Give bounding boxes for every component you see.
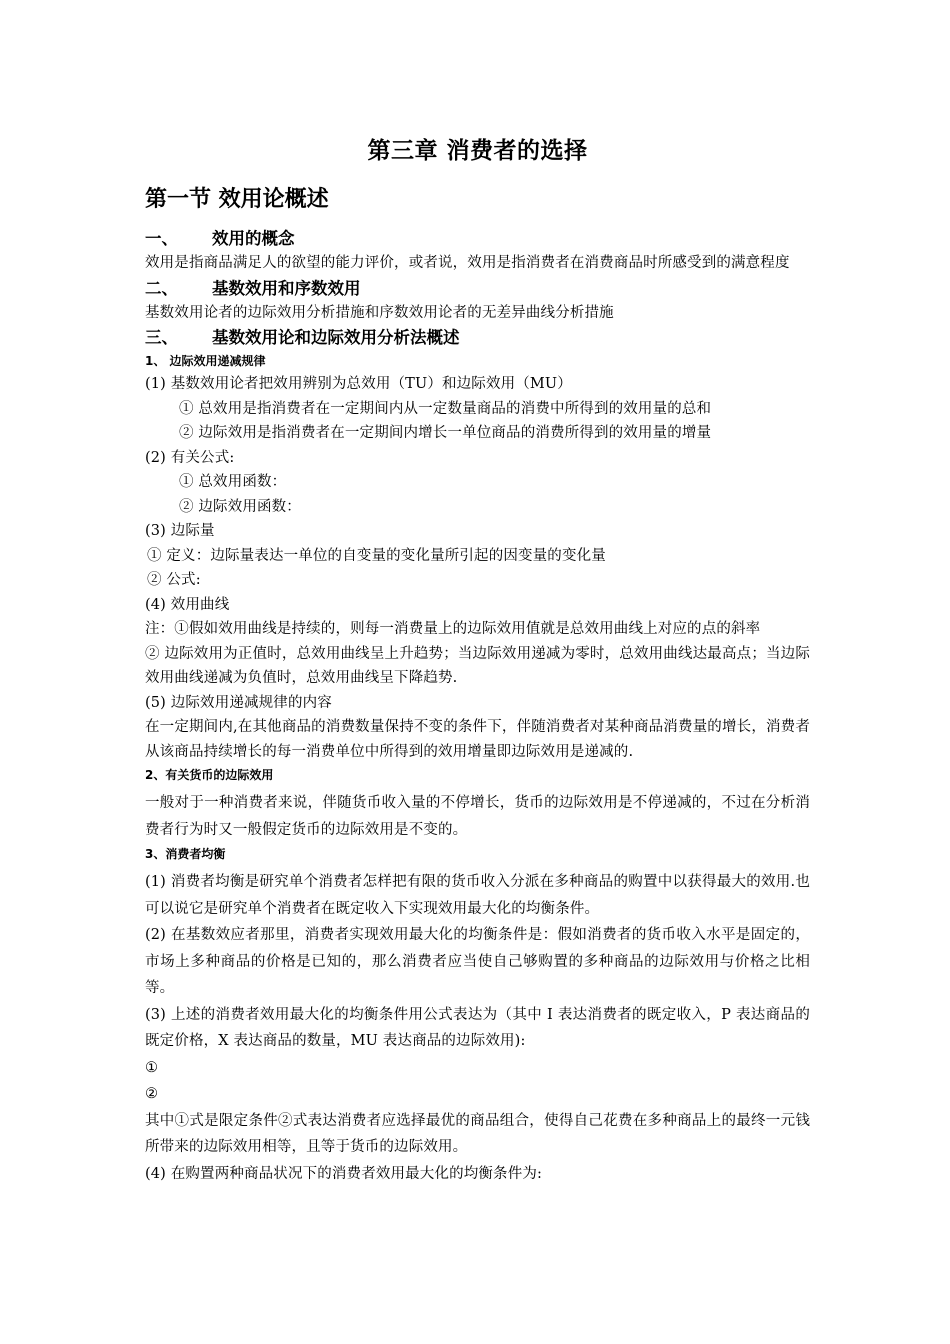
heading-level-2 — [145, 276, 810, 301]
paragraph: (3) 上述的消费者效用最大化的均衡条件用公式表达为（其中 I 表达消费者的既定收入，P 表达商品的既定价格，X 表达商品的数量，MU 表达商品的边际效用): — [145, 1006, 810, 1049]
heading-level-3: 2、有关货币的边际效用 — [145, 768, 274, 782]
heading-level-2 — [145, 226, 810, 251]
paragraph: ② 公式: — [147, 572, 201, 588]
heading-text: 基数效用和序数效用 — [212, 278, 361, 298]
paragraph: (1) 消费者均衡是研究单个消费者怎样把有限的货币收入分派在多种商品的购置中以获得最大的效用.也可以说它是研究单个消费者在既定收入下实现效用最大化的均衡条件。 — [145, 874, 810, 917]
section-title: 第一节 效用论概述 — [145, 187, 329, 212]
paragraph: (3) 边际量 — [145, 523, 215, 539]
heading-level-3: 1、 边际效用递减规律 — [145, 354, 266, 368]
paragraph: 基数效用论者的边际效用分析措施和序数效用论者的无差异曲线分析措施 — [145, 304, 614, 321]
paragraph: 效用是指商品满足人的欲望的能力评价，或者说，效用是指消费者在消费商品时所感受到的满意程度 — [145, 255, 790, 271]
document-body — [145, 226, 810, 1187]
paragraph: 一般对于一种消费者来说，伴随货币收入量的不停增长，货币的边际效用是不停递减的，不过在分析消费者行为时又一般假定货币的边际效用是不变的。 — [145, 795, 810, 838]
heading-number: 三、 — [145, 328, 178, 347]
paragraph: ② 边际效用是指消费者在一定期间内增长一单位商品的消费所得到的效用量的增量 — [179, 425, 712, 441]
paragraph: 注：①假如效用曲线是持续的，则每一消费量上的边际效用值就是总效用曲线上对应的点的斜率 — [145, 621, 761, 637]
paragraph: (1) 基数效用论者把效用辨别为总效用（TU）和边际效用（MU） — [145, 376, 572, 392]
chapter-title: 第三章 消费者的选择 — [367, 138, 588, 164]
paragraph: ① 总效用是指消费者在一定期间内从一定数量商品的消费中所得到的效用量的总和 — [179, 400, 712, 417]
paragraph: (4) 效用曲线 — [145, 596, 230, 613]
paragraph: ① — [145, 1059, 159, 1076]
paragraph: ① 定义：边际量表达一单位的自变量的变化量所引起的因变量的变化量 — [147, 547, 606, 564]
paragraph: (2) 在基数效应者那里，消费者实现效用最大化的均衡条件是：假如消费者的货币收入水平是固定的，市场上多种商品的价格是已知的，那么消费者应当使自己够购置的多种商品的边际效用与价格之比相等。 — [145, 927, 810, 996]
heading-number: 一、 — [145, 229, 178, 248]
heading-text: 基数效用论和边际效用分析法概述 — [212, 328, 460, 347]
paragraph: ① 总效用函数： — [179, 474, 287, 490]
paragraph: 其中①式是限定条件②式表达消费者应选择最优的商品组合，使得自己花费在多种商品上的最终一元钱所带来的边际效用相等，且等于货币的边际效用。 — [145, 1112, 810, 1155]
heading-number: 二、 — [145, 278, 178, 298]
paragraph: ② 边际效用函数： — [179, 498, 301, 515]
heading-level-2 — [145, 325, 810, 350]
paragraph: (5) 边际效用递减规律的内容 — [145, 694, 332, 711]
heading-text: 效用的概念 — [212, 229, 295, 248]
paragraph: ② — [145, 1086, 159, 1102]
heading-level-3: 3、消费者均衡 — [145, 847, 226, 861]
paragraph: 在一定期间内,在其他商品的消费数量保持不变的条件下，伴随消费者对某种商品消费量的增长，消费者从该商品持续增长的每一消费单位中所得到的效用增量即边际效用是递减的. — [145, 719, 810, 760]
paragraph: (4) 在购置两种商品状况下的消费者效用最大化的均衡条件为: — [145, 1165, 543, 1182]
paragraph: ② 边际效用为正值时，总效用曲线呈上升趋势；当边际效用递减为零时，总效用曲线达最高点；当边际效用曲线递减为负值时，总效用曲线呈下降趋势. — [145, 645, 810, 686]
paragraph: (2) 有关公式: — [145, 449, 235, 466]
